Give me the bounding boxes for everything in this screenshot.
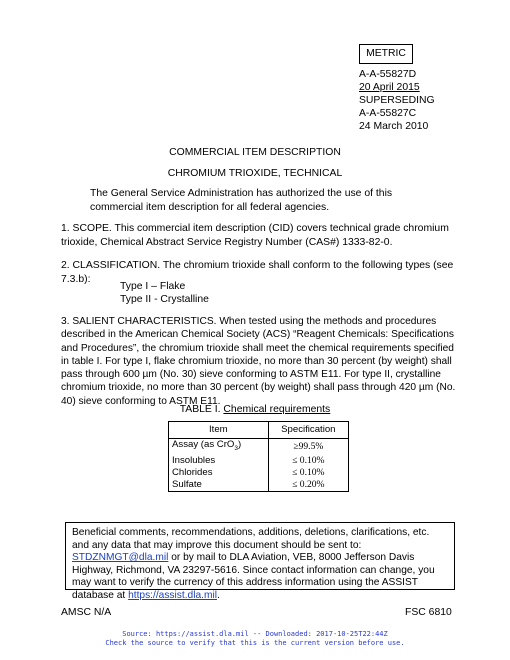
table-row	[169, 455, 349, 467]
previous-document-date: 24 March 2010	[359, 121, 429, 132]
table-row	[169, 479, 349, 492]
table-caption-prefix: TABLE I.	[179, 404, 221, 415]
table-cell-item	[169, 439, 269, 455]
source-notice	[0, 630, 510, 648]
table-cell-spec: ≤ 0.20%	[268, 479, 348, 492]
type-one-item: Type I – Flake	[120, 281, 186, 292]
previous-document-id: A-A-55827C	[359, 108, 417, 119]
assay-label: Assay (as CrO	[172, 439, 235, 450]
table-cell-item: Chlorides	[169, 467, 269, 479]
table-header-row	[169, 422, 349, 439]
metric-label: METRIC	[359, 44, 413, 64]
chemical-requirements-table	[168, 421, 349, 492]
contact-text-middle: or by mail to DLA Aviation, VEB, 8000 Jefferson Davis Highway, Richmond, VA 23297-5616. Since contact information can change, you may want to verify the currency of this address information using the ASSIST database at	[72, 552, 435, 601]
table-caption	[0, 403, 510, 417]
contact-email-link[interactable]: STDZNMGT@dla.mil	[72, 552, 169, 564]
classification-paragraph: 2. CLASSIFICATION. The chromium trioxide shall conform to the following types (see 7.3.b):	[61, 260, 454, 285]
document-title: COMMERCIAL ITEM DESCRIPTION	[169, 147, 341, 158]
superseding-label: SUPERSEDING	[359, 95, 435, 106]
assay-label-tail: )	[238, 439, 242, 450]
scope-paragraph: 1. SCOPE. This commercial item description (CID) covers technical grade chromium trioxide, Chemical Abstract Service Registry Number (CAS#) 1333-82-0.	[61, 223, 449, 248]
contact-text-end: .	[216, 589, 220, 601]
amsc-label: AMSC N/A	[61, 607, 112, 618]
source-line: Source: https://assist.dla.mil -- Downloaded: 2017-10-25T22:44Z	[122, 630, 388, 638]
intro-paragraph: The General Service Administration has authorized the use of this commercial item description for all federal agencies.	[90, 188, 393, 213]
document-date: 20 April 2015	[359, 82, 420, 93]
verify-line: Check the source to verify that this is the current version before use.	[105, 639, 405, 647]
document-subject: CHROMIUM TRIOXIDE, TECHNICAL	[167, 168, 343, 179]
table-header-item: Item	[169, 422, 269, 439]
table-cell-spec: ≤ 0.10%	[268, 455, 348, 467]
assay-subscript: 3	[234, 444, 238, 452]
table-row	[169, 439, 349, 455]
table-row	[169, 467, 349, 479]
salient-characteristics-paragraph: 3. SALIENT CHARACTERISTICS. When tested using the methods and procedures described in the American Chemical Society (ACS) “Reagent Chemicals: Specifications and Procedures”, the chromium trioxide shall meet the chemical requirements specified in table I. For type I, flake chromium trioxide, no more than 30 percent (by weight) shall pass through 600 µm (No. 30) sieve conforming to ASTM E11. For type II, crystalline chromium trioxide, no more than 30 percent (by weight) shall pass through 420 µm (No. 40) sieve conforming to ASTM E11.	[61, 316, 456, 407]
fsc-label: FSC 6810	[405, 607, 452, 618]
table-caption-title: Chemical requirements	[223, 404, 331, 415]
table-cell-item: Insolubles	[169, 455, 269, 467]
type-two-item: Type II - Crystalline	[120, 294, 209, 305]
table-header-specification: Specification	[268, 422, 348, 439]
contact-information-box	[65, 522, 455, 601]
table-cell-spec: ≥99.5%	[268, 439, 348, 455]
document-id: A-A-55827D	[359, 69, 417, 80]
table-cell-item: Sulfate	[169, 479, 269, 492]
contact-text-intro: Beneficial comments, recommendations, additions, deletions, clarifications, etc. and any data that may improve this document should be sent to:	[72, 527, 430, 551]
table-cell-spec: ≤ 0.10%	[268, 467, 348, 479]
assist-database-link[interactable]: https://assist.dla.mil	[128, 589, 217, 601]
